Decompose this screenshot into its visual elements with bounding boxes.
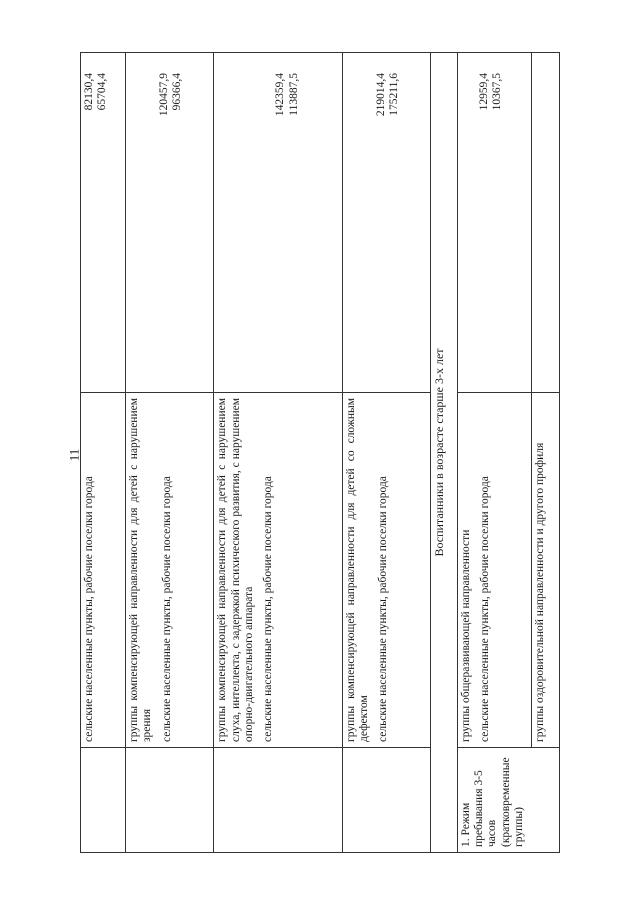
row-title: группы компенсирующей направленности для детей со сложным дефектом [344, 397, 370, 742]
value-1: 12959,4 [477, 72, 490, 110]
table-row [457, 52, 532, 852]
row-sub-label: сельские населенные пункты, рабочие поселки города [261, 475, 274, 742]
row-sub-label: сельские населенные пункты, рабочие поселки города [479, 475, 492, 742]
page-number: 11 [66, 448, 82, 462]
table-row [532, 52, 560, 852]
table-row [126, 52, 214, 852]
rotated-page [80, 53, 560, 853]
mode-cell-empty [81, 747, 126, 852]
value-2: 65704,4 [96, 72, 109, 110]
value-2: 96366,4 [171, 72, 184, 110]
row-title: группы оздоровительной направленности и другого профиля [534, 442, 547, 742]
value-1: 142359,4 [274, 72, 287, 116]
table-row [214, 52, 342, 852]
row-title: группы общеразвивающей направленности [459, 529, 472, 742]
section-row [430, 52, 457, 852]
value-2: 113887,5 [287, 72, 300, 116]
value-1: 120457,9 [158, 72, 171, 116]
row-title: группы компенсирующей направленности для детей с нарушением зрения [128, 397, 154, 742]
mode-label: 1. Режим пребывания 3-5 часов (кратковременные группы) [457, 747, 559, 852]
row-sub-label: сельские населенные пункты, рабочие поселки города [160, 475, 173, 742]
value-1: 219014,4 [374, 72, 387, 116]
section-title: Воспитанники в возрасте старше 3-х лет [430, 52, 457, 852]
value-2: 10367,5 [491, 72, 504, 110]
value-1: 82130,4 [83, 72, 95, 110]
table-row [342, 52, 430, 852]
row-sub-label: сельские населенные пункты, рабочие поселки города [377, 475, 390, 742]
table-row [81, 52, 126, 852]
tariff-table [80, 52, 560, 853]
value-2: 175211,6 [387, 72, 400, 116]
row-sub-label: сельские населенные пункты, рабочие поселки города [83, 475, 95, 742]
row-title: группы компенсирующей направленности для детей с нарушением слуха, интеллекта, с задержкой психического развития, с нарушением опорно-двигательного аппарата [216, 397, 255, 742]
